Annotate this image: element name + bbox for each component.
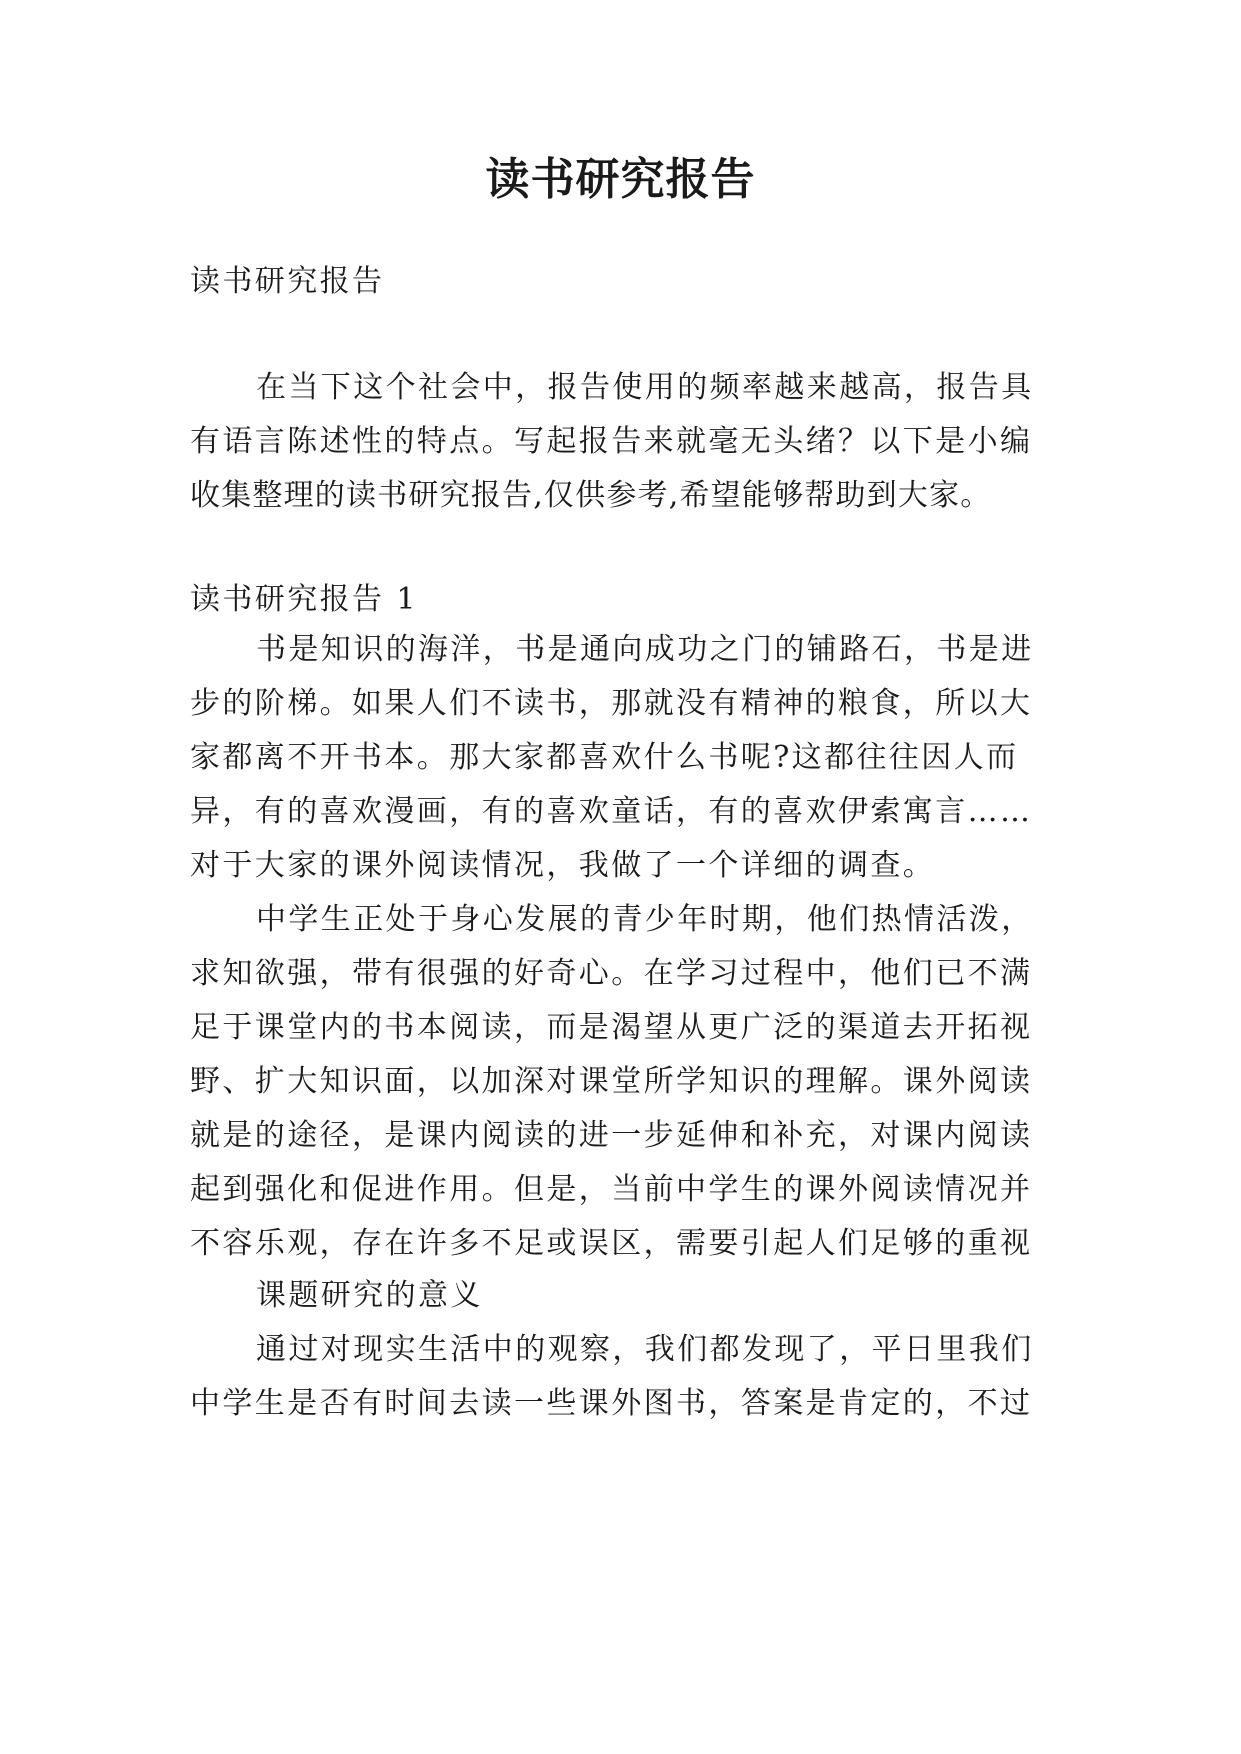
document-subtitle: 读书研究报告 xyxy=(190,264,385,299)
paragraph-line: 野、扩大知识面，以加深对课堂所学知识的理解。课外阅读 xyxy=(190,1064,1033,1099)
paragraph-line: 异，有的喜欢漫画，有的喜欢童话，有的喜欢伊索寓言…… xyxy=(190,794,1033,829)
intro-line: 收集整理的读书研究报告,仅供参考,希望能够帮助到大家。 xyxy=(190,478,992,513)
intro-line: 有语言陈述性的特点。写起报告来就毫无头绪？以下是小编 xyxy=(190,424,1033,459)
sub-heading: 课题研究的意义 xyxy=(256,1278,483,1313)
paragraph-line: 足于课堂内的书本阅读，而是渴望从更广泛的渠道去开拓视 xyxy=(190,1010,1033,1045)
paragraph-line: 通过对现实生活中的观察，我们都发现了，平日里我们 xyxy=(256,1332,1034,1367)
paragraph-line: 书是知识的海洋，书是通向成功之门的铺路石，书是进 xyxy=(256,632,1034,667)
paragraph-line: 求知欲强，带有很强的好奇心。在学习过程中，他们已不满 xyxy=(190,956,1033,991)
paragraph-line: 起到强化和促进作用。但是，当前中学生的课外阅读情况并 xyxy=(190,1172,1033,1207)
paragraph-line: 中学生是否有时间去读一些课外图书，答案是肯定的，不过 xyxy=(190,1386,1033,1421)
intro-line: 在当下这个社会中，报告使用的频率越来越高，报告具 xyxy=(256,370,1034,405)
section-heading: 读书研究报告 1 xyxy=(190,582,418,617)
paragraph-line: 步的阶梯。如果人们不读书，那就没有精神的粮食，所以大 xyxy=(190,686,1033,721)
paragraph-line: 对于大家的课外阅读情况，我做了一个详细的调查。 xyxy=(190,848,936,883)
paragraph-line: 不容乐观，存在许多不足或误区，需要引起人们足够的重视 xyxy=(190,1226,1033,1261)
paragraph-line: 家都离不开书本。那大家都喜欢什么书呢?这都往往因人而 xyxy=(190,740,1019,775)
paragraph-line: 就是的途径，是课内阅读的进一步延伸和补充，对课内阅读 xyxy=(190,1118,1033,1153)
paragraph-line: 中学生正处于身心发展的青少年时期，他们热情活泼， xyxy=(256,902,1034,937)
document-title: 读书研究报告 xyxy=(485,154,756,205)
